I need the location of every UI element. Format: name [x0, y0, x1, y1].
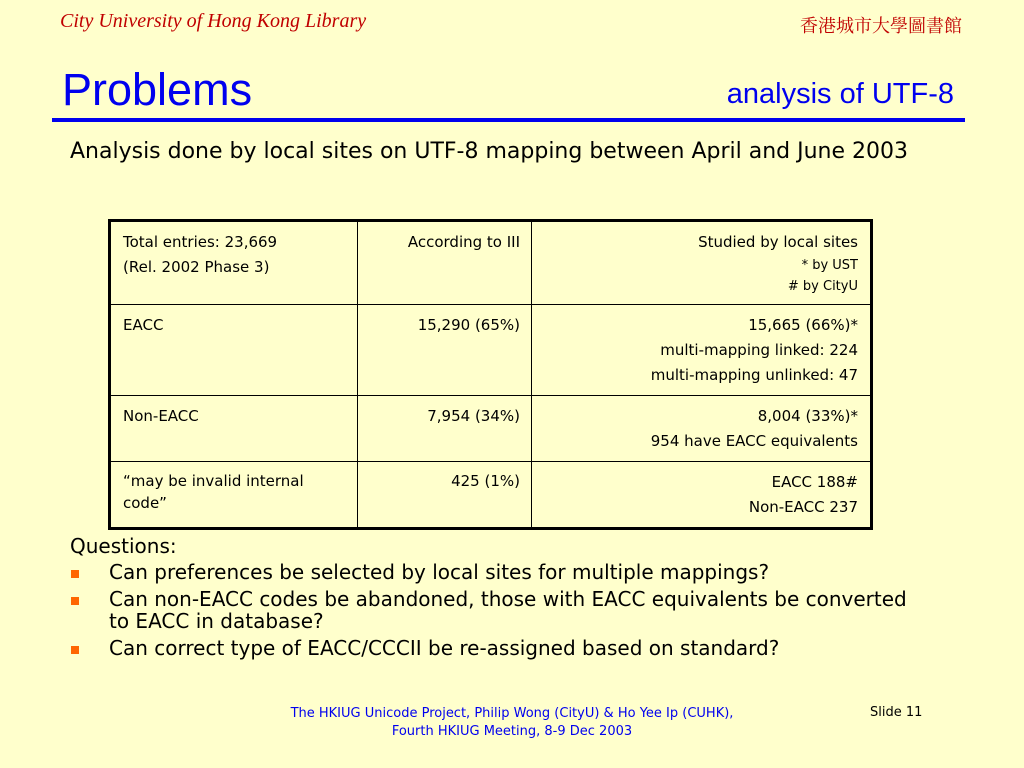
row-label: Non-EACC — [110, 396, 358, 462]
question-text: Can correct type of EACC/CCCII be re-assigned based on standard? — [109, 636, 780, 660]
row-local-value — [532, 305, 872, 396]
local-value-line: Non-EACC 237 — [748, 498, 858, 516]
table-row — [110, 396, 872, 462]
list-item — [70, 561, 930, 583]
local-value-line: 954 have EACC equivalents — [650, 432, 858, 450]
slide-title: Problems — [62, 64, 253, 115]
table-header-local-sites — [532, 221, 872, 305]
table-row — [110, 305, 872, 396]
local-value-line: EACC 188# — [771, 473, 858, 491]
intro-text: Analysis done by local sites on UTF-8 mapping between April and June 2003 — [70, 139, 909, 164]
footer-line-1: The HKIUG Unicode Project, Philip Wong (CityU) & Ho Yee Ip (CUHK), — [290, 706, 734, 721]
local-value-line: multi-mapping unlinked: 47 — [650, 366, 858, 384]
list-item — [70, 637, 930, 659]
row-local-value — [532, 396, 872, 462]
row-iii-value: 15,290 (65%) — [358, 305, 532, 396]
header-library-name: City University of Hong Kong Library — [60, 10, 367, 32]
slide-number: Slide 11 — [870, 705, 923, 720]
table-row — [110, 462, 872, 529]
questions-list — [70, 561, 930, 664]
table-header-row — [110, 221, 872, 305]
questions-heading: Questions: — [70, 534, 177, 558]
row-iii-value: 7,954 (34%) — [358, 396, 532, 462]
row-label: “may be invalid internal code” — [110, 462, 358, 529]
slide-subtitle: analysis of UTF-8 — [726, 78, 954, 110]
local-value-line: multi-mapping linked: 224 — [660, 341, 858, 359]
table-header-iii: According to III — [358, 221, 532, 305]
row-local-value — [532, 462, 872, 529]
total-entries-text: Total entries: 23,669 — [123, 233, 278, 251]
list-item — [70, 588, 930, 632]
footer-credits — [200, 705, 824, 741]
utf8-analysis-table — [108, 219, 873, 530]
local-sites-heading: Studied by local sites — [698, 233, 858, 251]
note-by-ust: * by UST — [801, 258, 858, 273]
square-bullet-icon — [71, 597, 79, 605]
table-cell-total-entries — [110, 221, 358, 305]
question-text: Can non-EACC codes be abandoned, those with EACC equivalents be converted to EACC in database? — [109, 587, 907, 633]
question-text: Can preferences be selected by local sites for multiple mappings? — [109, 560, 770, 584]
row-iii-value: 425 (1%) — [358, 462, 532, 529]
footer-line-2: Fourth HKIUG Meeting, 8-9 Dec 2003 — [391, 724, 633, 739]
header-library-name-chinese: 香港城市大學圖書館 — [800, 16, 962, 37]
square-bullet-icon — [71, 570, 79, 578]
row-label: EACC — [110, 305, 358, 396]
square-bullet-icon — [71, 646, 79, 654]
release-text: (Rel. 2002 Phase 3) — [123, 258, 270, 276]
local-value-line: 15,665 (66%)* — [748, 316, 858, 334]
title-divider — [52, 118, 965, 122]
note-by-cityu: # by CityU — [787, 279, 858, 294]
local-value-line: 8,004 (33%)* — [757, 407, 858, 425]
